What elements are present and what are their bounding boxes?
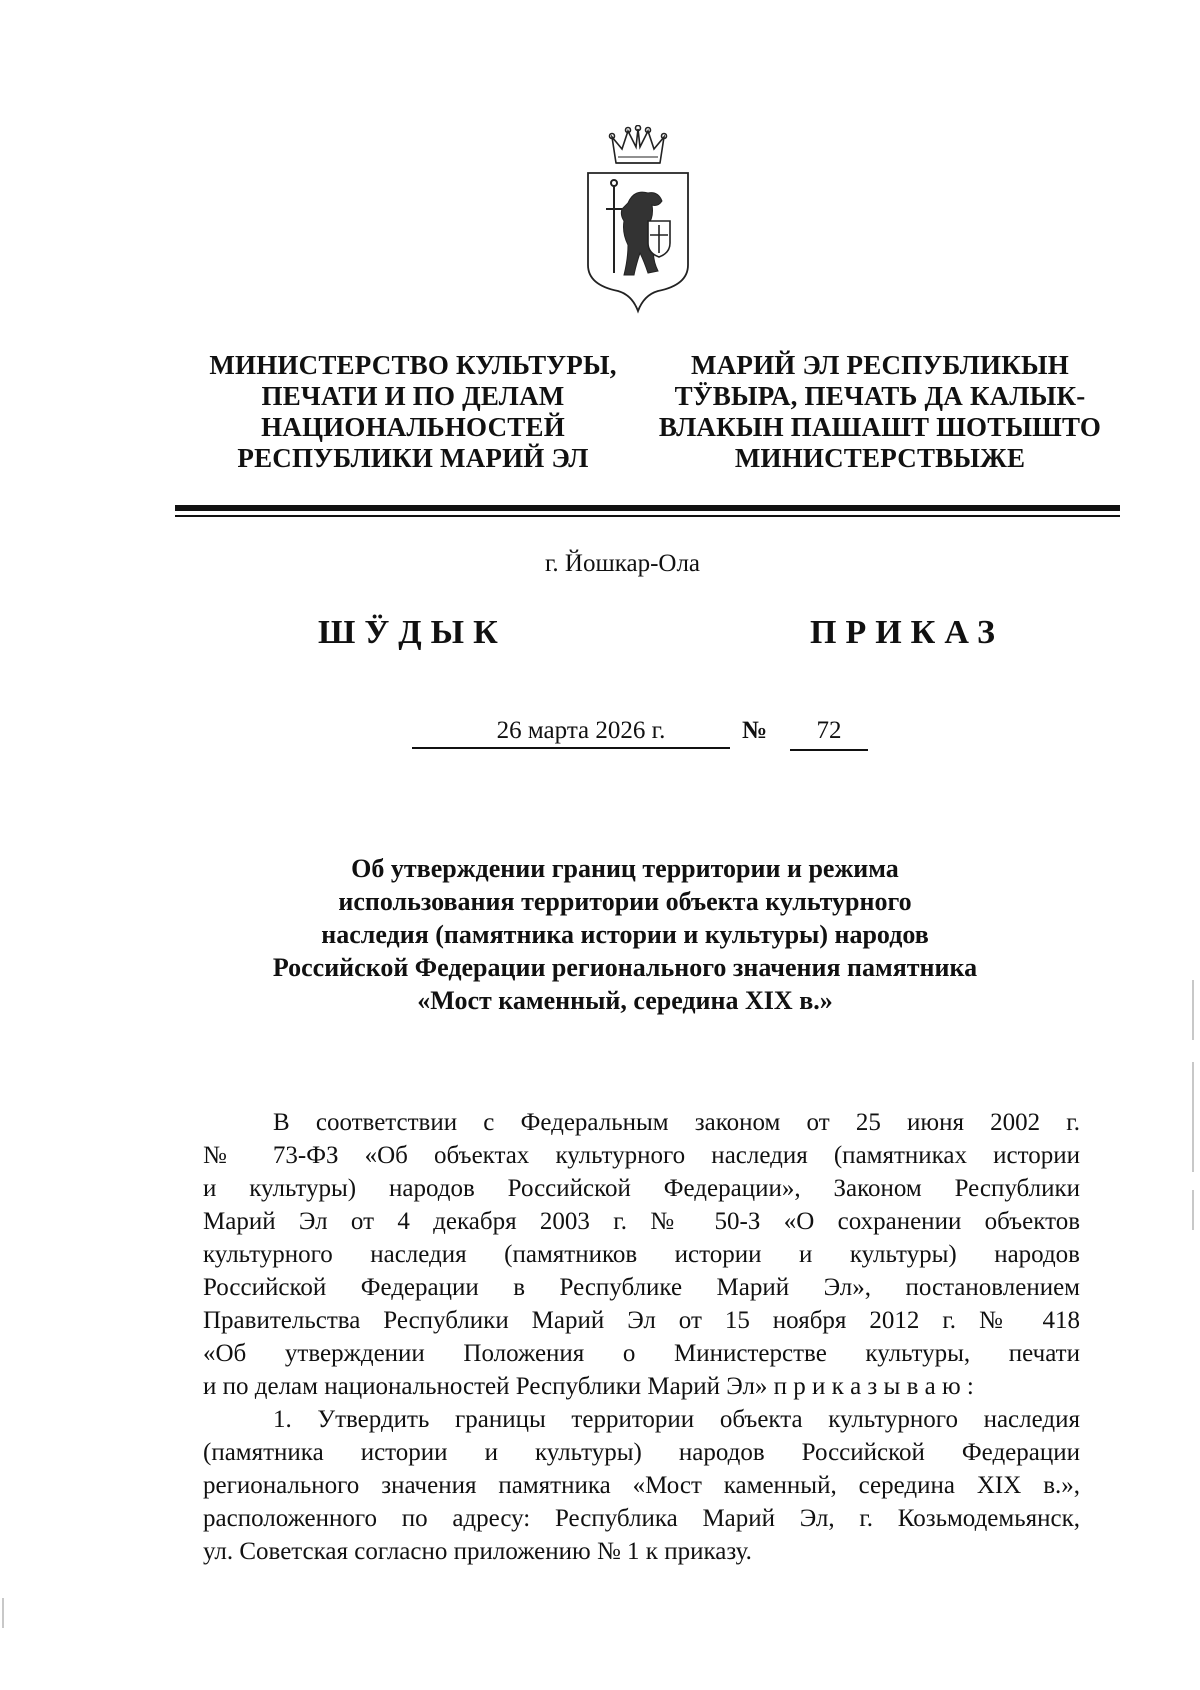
body-line: и по делам национальностей Республики Марий Эл» п р и к а з ы в а ю : (203, 1373, 974, 1400)
order-date: 26 марта 2026 г. (412, 717, 730, 749)
coat-of-arms-icon (578, 125, 698, 315)
date-number-row (0, 717, 1200, 757)
ministry-name-line: МИНИСТЕРСТВЫЖЕ (734, 443, 1026, 473)
number-sign: № (742, 717, 768, 744)
ministry-name-line: МИНИСТЕРСТВО КУЛЬТУРЫ, (209, 350, 617, 380)
header-divider-thick (175, 505, 1120, 511)
city-name: г. Йошкар-Ола (544, 550, 701, 577)
order-title (0, 852, 1200, 1017)
scan-artifact (1192, 1190, 1194, 1230)
ministry-name-line: ТӰВЫРА, ПЕЧАТЬ ДА КАЛЫК- (674, 381, 1086, 411)
order-number: 72 (790, 717, 868, 751)
body-line: и культуры) народов Российской Федерации», Законом Республики (203, 1175, 1080, 1202)
ministry-name-line: НАЦИОНАЛЬНОСТЕЙ (261, 412, 565, 442)
body-line: культурного наследия (памятников истории и культуры) народов (203, 1241, 1080, 1268)
title-line: использования территории объекта культурного (338, 887, 912, 916)
title-line: «Мост каменный, середина XIX в.» (417, 986, 833, 1015)
body-line: Правительства Республики Марий Эл от 15 ноября 2012 г. № 418 (203, 1307, 1080, 1334)
body-line: ул. Советская согласно приложению № 1 к приказу. (203, 1538, 752, 1565)
scan-artifact (1192, 980, 1194, 1040)
body-line: В соответствии с Федеральным законом от 25 июня 2002 г. (273, 1109, 1080, 1136)
body-line: Российской Федерации в Республике Марий Эл», постановлением (203, 1274, 1080, 1301)
ministry-name-line: МАРИЙ ЭЛ РЕСПУБЛИКЫН (691, 350, 1069, 380)
body-line: № 73-ФЗ «Об объектах культурного наследия (памятниках истории (203, 1142, 1080, 1169)
body-line: «Об утверждении Положения о Министерстве культуры, печати (203, 1340, 1080, 1367)
body-line: регионального значения памятника «Мост каменный, середина XIX в.», (203, 1472, 1080, 1499)
body-line: (памятника истории и культуры) народов Российской Федерации (203, 1439, 1080, 1466)
title-line: Об утверждении границ территории и режима (351, 854, 899, 883)
ministry-name-mari (640, 350, 1120, 474)
header-divider-thin (175, 515, 1120, 517)
ministry-name-line: ПЕЧАТИ И ПО ДЕЛАМ (261, 381, 565, 411)
title-line: Российской Федерации регионального значения памятника (272, 953, 978, 982)
ministry-name-line: РЕСПУБЛИКИ МАРИЙ ЭЛ (237, 443, 589, 473)
title-line: наследия (памятника истории и культуры) народов (321, 920, 929, 949)
doc-type-russian: ПРИКАЗ (810, 614, 1004, 651)
doc-type-mari: ШӰДЫК (318, 614, 507, 651)
ministry-name-line: ВЛАКЫН ПАШАШТ ШОТЫШТО (658, 412, 1102, 442)
body-line: Марий Эл от 4 декабря 2003 г. № 50-З «О сохранении объектов (203, 1208, 1080, 1235)
ministry-name-russian (178, 350, 648, 474)
order-body (203, 1106, 1080, 1568)
scan-artifact (1192, 1062, 1194, 1172)
scan-artifact (2, 1598, 4, 1628)
body-line: 1. Утвердить границы территории объекта культурного наследия (273, 1406, 1080, 1433)
body-line: расположенного по адресу: Республика Марий Эл, г. Козьмодемьянск, (203, 1505, 1080, 1532)
